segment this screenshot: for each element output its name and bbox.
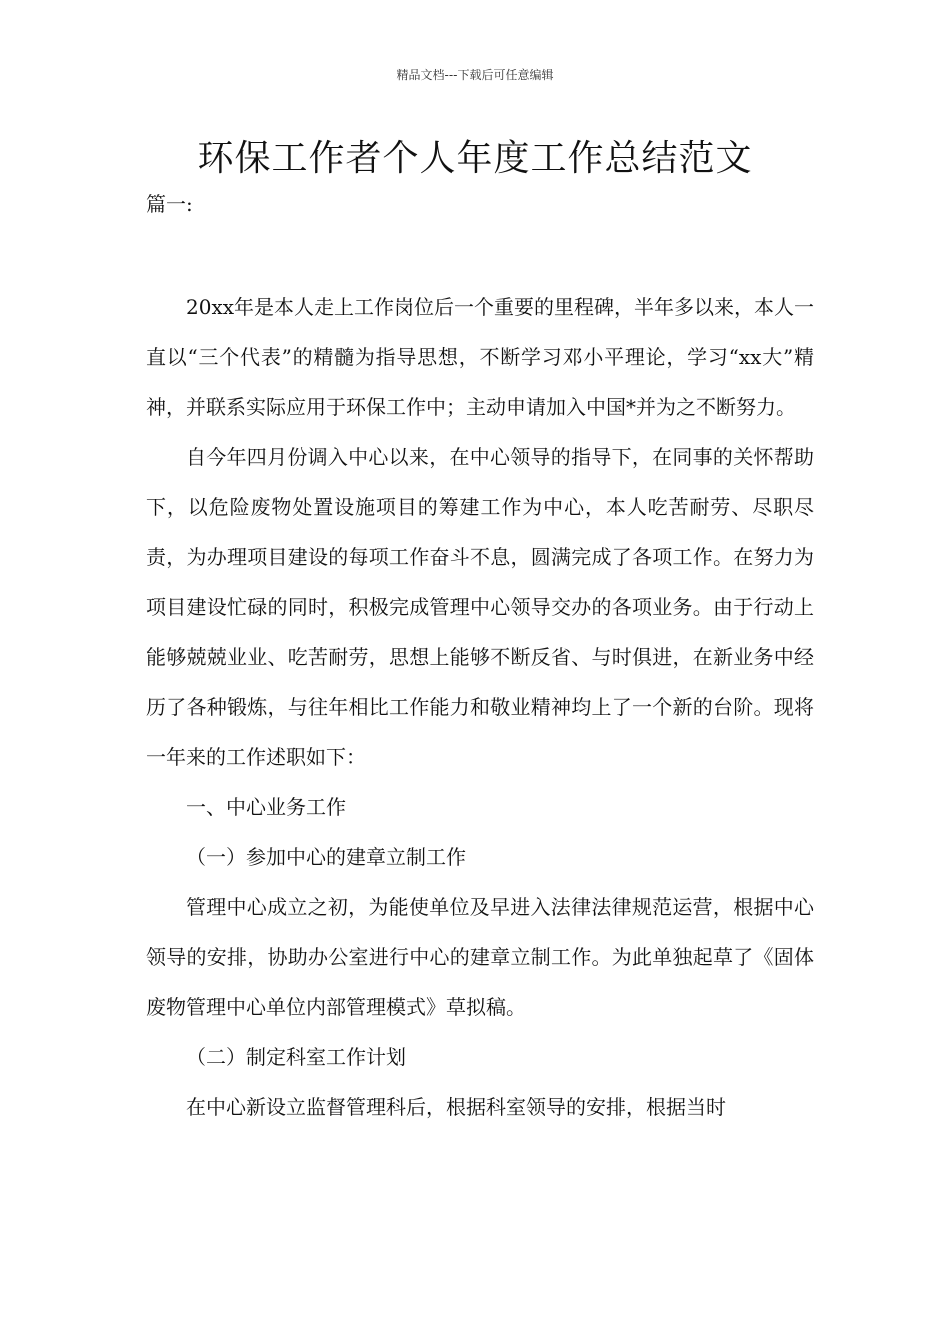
document-title: 环保工作者个人年度工作总结范文	[197, 138, 753, 179]
document-body	[146, 282, 814, 1132]
section-heading: 一、中心业务工作	[186, 795, 346, 819]
section-label: 篇一:	[146, 192, 193, 216]
paragraph: 管理中心成立之初，为能使单位及早进入法律法律规范运营，根据中心领导的安排，协助办公室进行中心的建章立制工作。为此单独起草了《固体废物管理中心单位内部管理模式》草拟稿。	[146, 895, 814, 1019]
subsection-heading: （一）参加中心的建章立制工作	[186, 845, 466, 869]
page-header-note: 精品文档---下载后可任意编辑	[396, 68, 554, 82]
paragraph: 自今年四月份调入中心以来，在中心领导的指导下，在同事的关怀帮助下，以危险废物处置设施项目的筹建工作为中心，本人吃苦耐劳、尽职尽责，为办理项目建设的每项工作奋斗不息，圆满完成了各项工作。在努力为项目建设忙碌的同时，积极完成管理中心领导交办的各项业务。由于行动上能够兢兢业业、吃苦耐劳，思想上能够不断反省、与时俱进，在新业务中经历了各种锻炼，与往年相比工作能力和敬业精神均上了一个新的台阶。现将一年来的工作述职如下：	[146, 445, 814, 769]
paragraph: 在中心新设立监督管理科后，根据科室领导的安排，根据当时	[186, 1095, 726, 1119]
subsection-heading: （二）制定科室工作计划	[186, 1045, 406, 1069]
paragraph: 20xx年是本人走上工作岗位后一个重要的里程碑，半年多以来，本人一直以“三个代表”的精髓为指导思想，不断学习邓小平理论，学习“xx大”精神，并联系实际应用于环保工作中；主动申请加入中国*并为之不断努力。	[146, 295, 815, 419]
